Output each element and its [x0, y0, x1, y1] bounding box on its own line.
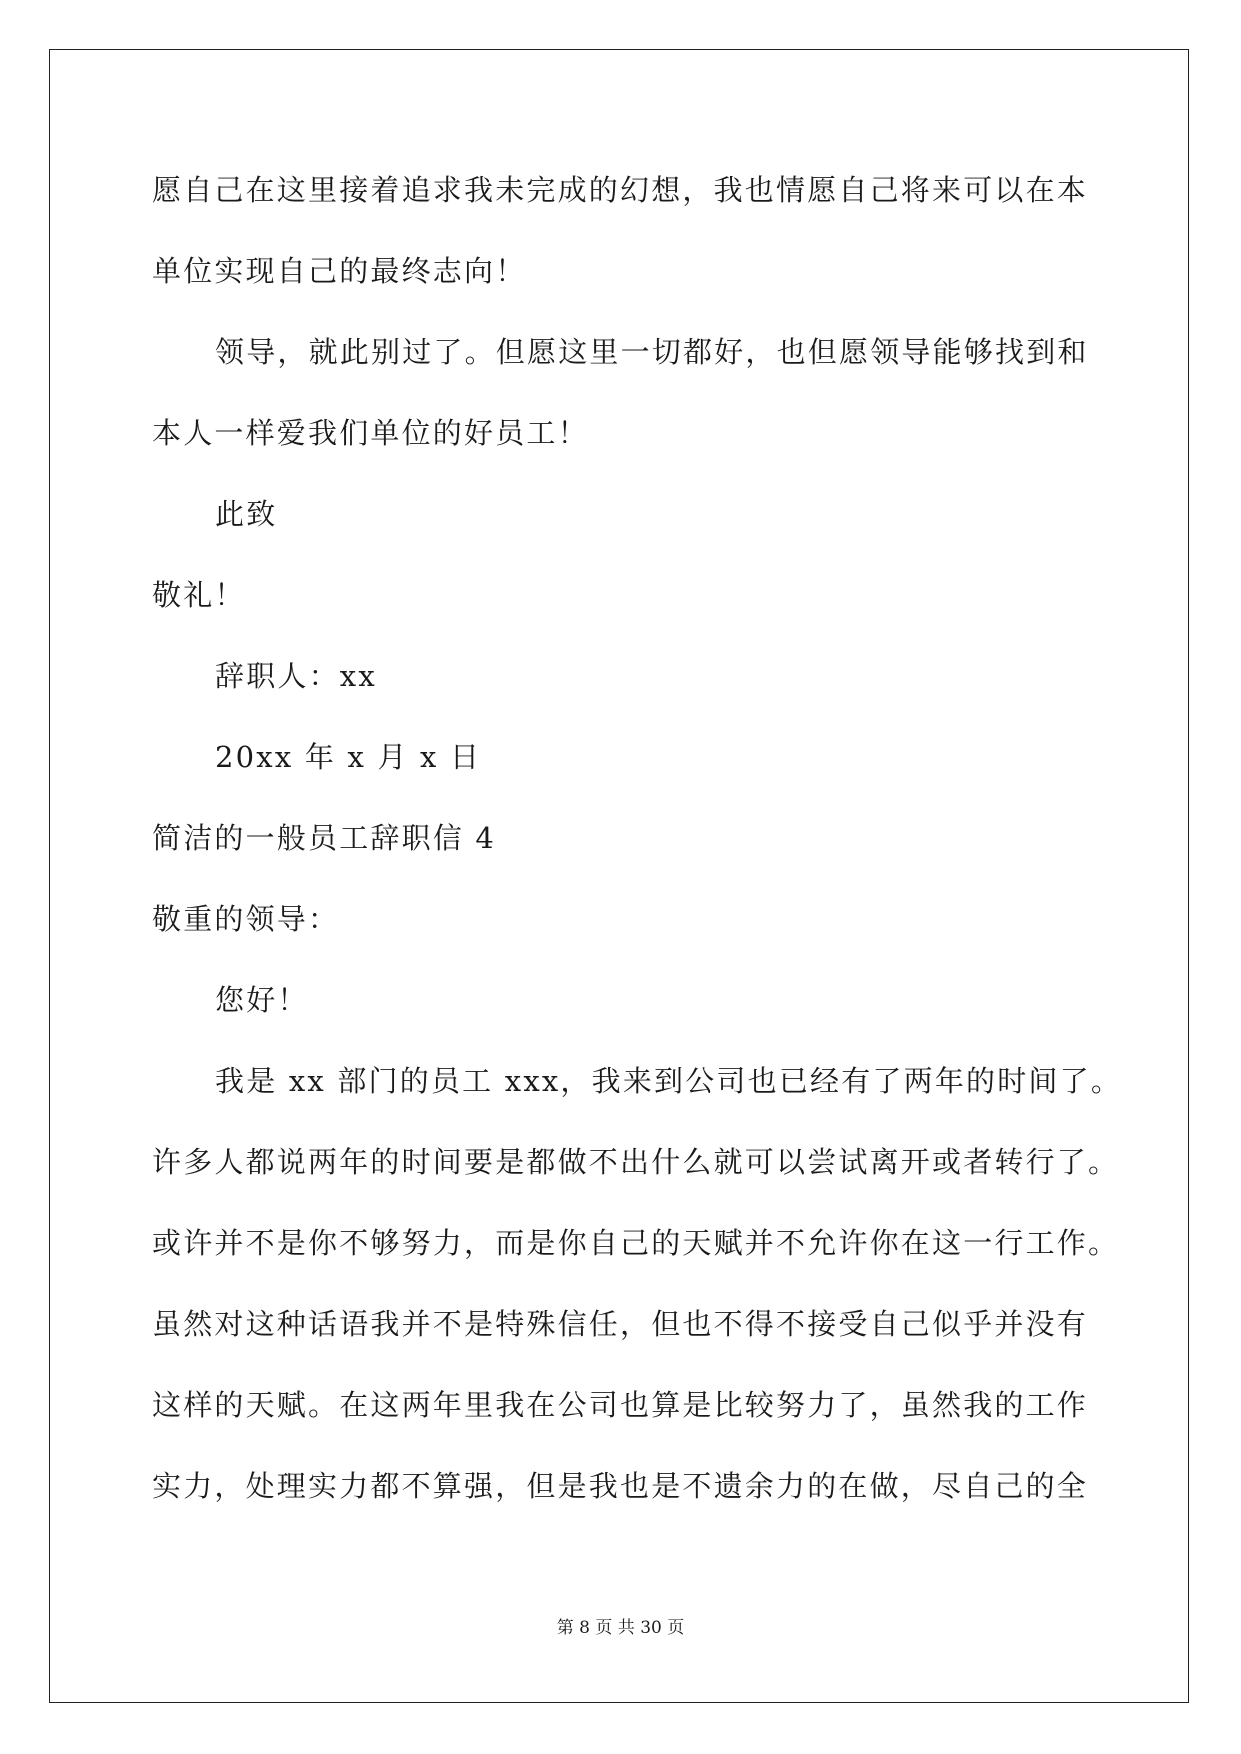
text-line: 我是 xx 部门的员工 xxx，我来到公司也已经有了两年的时间了。	[215, 1064, 1123, 1098]
greeting-recipient: 敬重的领导：	[152, 902, 340, 936]
text-line: 实力，处理实力都不算强，但是我也是不遗余力的在做，尽自己的全	[152, 1469, 1089, 1503]
text-line: 这样的天赋。在这两年里我在公司也算是比较努力了，虽然我的工作	[152, 1388, 1089, 1422]
greeting: 您好！	[215, 983, 309, 1017]
section-title: 简洁的一般员工辞职信 4	[152, 821, 497, 855]
page-border	[49, 49, 1189, 1703]
text-line: 或许并不是你不够努力，而是你自己的天赋并不允许你在这一行工作。	[152, 1226, 1120, 1260]
text-line: 本人一样爱我们单位的好员工！	[152, 416, 589, 450]
signature-line: 辞职人：xx	[215, 659, 377, 693]
text-line: 虽然对这种话语我并不是特殊信任，但也不得不接受自己似乎并没有	[152, 1307, 1089, 1341]
text-line: 许多人都说两年的时间要是都做不出什么就可以尝试离开或者转行了。	[152, 1145, 1120, 1179]
date-line: 20xx 年 x 月 x 日	[215, 740, 482, 774]
page-number-footer: 第 8 页 共 30 页	[556, 1618, 685, 1638]
closing-salutation: 此致	[215, 497, 278, 531]
closing-regards: 敬礼！	[152, 578, 246, 612]
text-line: 愿自己在这里接着追求我未完成的幻想，我也情愿自己将来可以在本	[152, 173, 1089, 207]
text-line: 单位实现自己的最终志向！	[152, 254, 527, 288]
text-line: 领导，就此别过了。但愿这里一切都好，也但愿领导能够找到和	[215, 335, 1089, 369]
